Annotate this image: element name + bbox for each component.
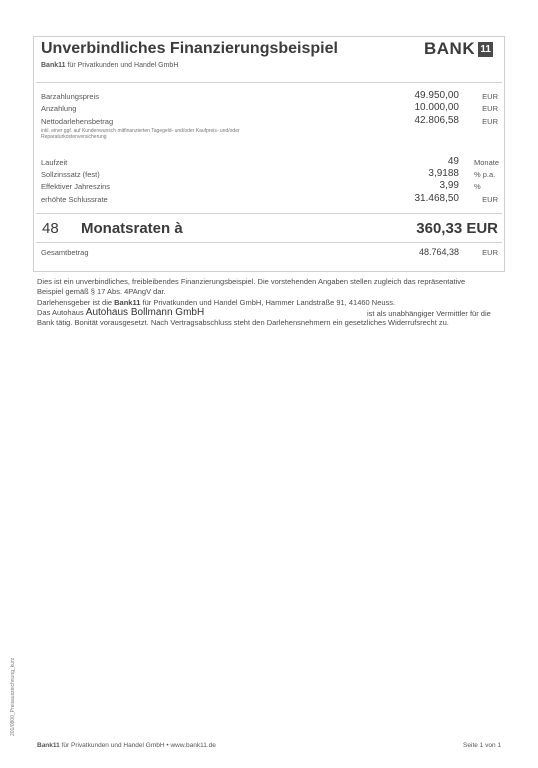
logo-text: BANK bbox=[424, 39, 476, 58]
dealer-line bbox=[37, 307, 204, 318]
bank-logo bbox=[424, 39, 493, 59]
term-unit: % p.a. bbox=[474, 170, 496, 179]
lender-pre: Darlehensgeber ist die bbox=[37, 298, 115, 307]
bank-subtitle bbox=[41, 62, 178, 69]
term-label: Sollzinssatz (fest) bbox=[41, 170, 100, 179]
dealer-name: Autohaus Bollmann GmbH bbox=[85, 307, 205, 318]
monthly-rate-row bbox=[41, 220, 499, 242]
subtitle-text: für Privatkunden und Handel GmbH bbox=[65, 62, 179, 69]
side-reference: 201/0800_Preisauszeichnung_kurz bbox=[10, 657, 16, 736]
term-row bbox=[41, 157, 499, 168]
term-label: erhöhte Schlussrate bbox=[41, 195, 108, 204]
disclaimer-line: Bank tätig. Bonität vorausgesetzt. Nach Vertragsabschluss steht den Darlehensnehmern ein gesetzliches Widerrufsrecht zu. bbox=[37, 318, 449, 327]
term-value: 49 bbox=[447, 156, 459, 167]
disclaimer-line: Beispiel gemäß § 17 Abs. 4PAngV dar. bbox=[37, 287, 166, 296]
term-row bbox=[41, 194, 499, 205]
logo-badge: 11 bbox=[478, 42, 493, 57]
total-label: Gesamtbetrag bbox=[41, 248, 89, 257]
amount-value: 10.000,00 bbox=[414, 102, 459, 113]
amount-value: 42.806,58 bbox=[414, 115, 459, 126]
term-value: 3,99 bbox=[439, 180, 459, 191]
lender-line bbox=[37, 298, 395, 307]
divider bbox=[36, 213, 502, 214]
term-unit: EUR bbox=[482, 195, 498, 204]
dealer-post: ist als unabhängiger Vermittler für die bbox=[367, 309, 491, 318]
page-number: Seite 1 von 1 bbox=[463, 742, 501, 749]
amount-unit: EUR bbox=[482, 117, 498, 126]
footer-rest: für Privatkunden und Handel GmbH • www.bank11.de bbox=[59, 742, 216, 749]
term-unit: Monate bbox=[474, 158, 500, 167]
rate-count: 48 bbox=[42, 220, 59, 237]
page-title: Unverbindliches Finanzierungsbeispiel bbox=[41, 40, 338, 57]
divider bbox=[36, 82, 502, 83]
divider bbox=[36, 242, 502, 243]
amount-row bbox=[41, 103, 499, 114]
amount-label: Nettodarlehensbetrag bbox=[41, 117, 114, 126]
insurance-note: inkl. einer ggf. auf Kundenwunsch mitfinanzierten Tagegeld- und/oder Kaufpreis- und/oder Reparaturkostenversicherung bbox=[41, 128, 240, 140]
amount-label: Anzahlung bbox=[41, 104, 77, 113]
term-value: 31.468,50 bbox=[414, 193, 459, 204]
subtitle-brand: Bank11 bbox=[41, 62, 66, 69]
total-unit: EUR bbox=[482, 248, 498, 257]
rate-label: Monatsraten à bbox=[81, 220, 183, 237]
term-label: Effektiver Jahreszins bbox=[41, 182, 111, 191]
dealer-pre: Das Autohaus bbox=[37, 308, 86, 317]
amount-unit: EUR bbox=[482, 104, 498, 113]
amount-value: 49.950,00 bbox=[414, 90, 459, 101]
term-row bbox=[41, 169, 499, 180]
term-value: 3,9188 bbox=[428, 168, 459, 179]
footer-text bbox=[37, 742, 216, 749]
lender-brand: Bank11 bbox=[114, 298, 141, 307]
amount-row bbox=[41, 116, 499, 127]
footer-brand: Bank11 bbox=[37, 742, 60, 749]
rate-amount: 360,33 EUR bbox=[416, 220, 498, 237]
disclaimer-line: Dies ist ein unverbindliches, freibleibendes Finanzierungsbeispiel. Die vorstehenden Angaben stellen zugleich das repräsentative bbox=[37, 277, 466, 286]
total-value: 48.764,38 bbox=[418, 247, 459, 257]
amount-unit: EUR bbox=[482, 92, 498, 101]
amount-row bbox=[41, 91, 499, 102]
lender-post: für Privatkunden und Handel GmbH, Hammer Landstraße 91, 41460 Neuss. bbox=[140, 298, 396, 307]
amount-label: Barzahlungspreis bbox=[41, 92, 99, 101]
term-label: Laufzeit bbox=[41, 158, 68, 167]
term-row bbox=[41, 181, 499, 192]
term-unit: % bbox=[474, 182, 481, 191]
